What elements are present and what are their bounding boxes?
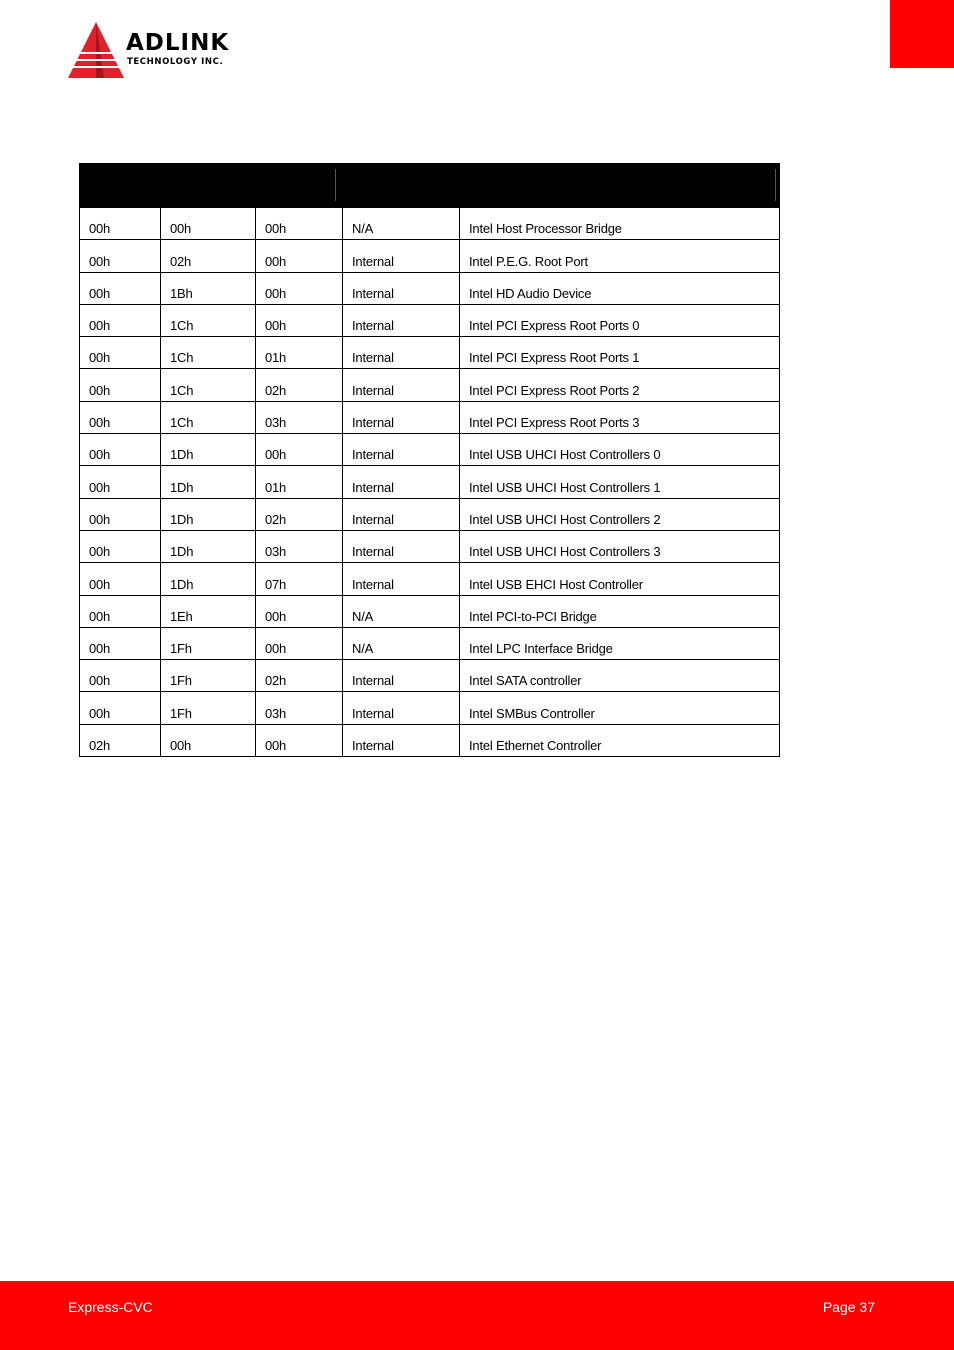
description-cell: Intel HD Audio Device (460, 272, 780, 304)
device-cell: 1Ch (161, 369, 256, 401)
description-cell: Intel PCI Express Root Ports 2 (460, 369, 780, 401)
description-cell: Intel PCI Express Root Ports 1 (460, 337, 780, 369)
bus-cell: 00h (80, 272, 161, 304)
table-row (80, 530, 780, 562)
bus-cell: 00h (80, 530, 161, 562)
table-row (80, 434, 780, 466)
routing-cell: Internal (343, 401, 460, 433)
table-row (80, 595, 780, 627)
function-cell: 00h (256, 208, 343, 240)
function-cell: 01h (256, 337, 343, 369)
device-cell: 1Ch (161, 337, 256, 369)
routing-cell: Internal (343, 272, 460, 304)
device-cell: 1Dh (161, 530, 256, 562)
bus-cell: 00h (80, 401, 161, 433)
footer-page-number: Page 37 (822, 1299, 875, 1315)
table-row (80, 498, 780, 530)
device-cell: 1Fh (161, 692, 256, 724)
routing-cell: Internal (343, 337, 460, 369)
routing-cell: N/A (343, 208, 460, 240)
routing-cell: N/A (343, 627, 460, 659)
description-cell: Intel USB UHCI Host Controllers 0 (460, 434, 780, 466)
bus-cell: 00h (80, 434, 161, 466)
device-cell: 1Dh (161, 466, 256, 498)
corner-tab (890, 0, 954, 68)
table-body (80, 208, 780, 757)
routing-cell: Internal (343, 304, 460, 336)
header-separator (775, 169, 776, 201)
routing-cell: Internal (343, 724, 460, 756)
function-cell: 00h (256, 627, 343, 659)
device-cell: 1Dh (161, 498, 256, 530)
function-cell: 07h (256, 563, 343, 595)
function-cell: 03h (256, 401, 343, 433)
footer-product-name: Express-CVC (68, 1299, 153, 1315)
device-cell: 1Ch (161, 401, 256, 433)
description-cell: Intel P.E.G. Root Port (460, 240, 780, 272)
function-cell: 00h (256, 595, 343, 627)
device-cell: 02h (161, 240, 256, 272)
header-separator (335, 169, 336, 201)
table-row (80, 401, 780, 433)
routing-cell: Internal (343, 466, 460, 498)
table-row (80, 466, 780, 498)
table-row (80, 627, 780, 659)
table-row (80, 563, 780, 595)
table-row (80, 660, 780, 692)
function-cell: 00h (256, 724, 343, 756)
function-cell: 02h (256, 369, 343, 401)
routing-cell: Internal (343, 660, 460, 692)
function-cell: 00h (256, 272, 343, 304)
table-row (80, 369, 780, 401)
adlink-triangle-icon (66, 20, 126, 82)
bus-cell: 00h (80, 660, 161, 692)
routing-cell: Internal (343, 563, 460, 595)
description-cell: Intel LPC Interface Bridge (460, 627, 780, 659)
function-cell: 03h (256, 530, 343, 562)
bus-cell: 00h (80, 627, 161, 659)
page-footer (0, 1281, 954, 1350)
description-cell: Intel PCI Express Root Ports 3 (460, 401, 780, 433)
table-row (80, 208, 780, 240)
device-cell: 1Ch (161, 304, 256, 336)
bus-cell: 00h (80, 208, 161, 240)
description-cell: Intel USB UHCI Host Controllers 3 (460, 530, 780, 562)
bus-cell: 00h (80, 369, 161, 401)
logo-wordmark: ADLINK (126, 30, 230, 56)
bus-cell: 00h (80, 692, 161, 724)
routing-cell: Internal (343, 530, 460, 562)
description-cell: Intel SMBus Controller (460, 692, 780, 724)
function-cell: 00h (256, 240, 343, 272)
function-cell: 00h (256, 304, 343, 336)
description-cell: Intel SATA controller (460, 660, 780, 692)
description-cell: Intel Ethernet Controller (460, 724, 780, 756)
device-cell: 1Dh (161, 563, 256, 595)
bus-cell: 00h (80, 498, 161, 530)
routing-cell: Internal (343, 369, 460, 401)
bus-cell: 00h (80, 240, 161, 272)
device-cell: 1Eh (161, 595, 256, 627)
routing-cell: Internal (343, 498, 460, 530)
description-cell: Intel USB EHCI Host Controller (460, 563, 780, 595)
table-header (79, 163, 780, 207)
description-cell: Intel Host Processor Bridge (460, 208, 780, 240)
bus-cell: 00h (80, 466, 161, 498)
adlink-logo (66, 20, 266, 82)
device-cell: 1Bh (161, 272, 256, 304)
description-cell: Intel USB UHCI Host Controllers 1 (460, 466, 780, 498)
description-cell: Intel PCI-to-PCI Bridge (460, 595, 780, 627)
description-cell: Intel USB UHCI Host Controllers 2 (460, 498, 780, 530)
routing-cell: N/A (343, 595, 460, 627)
table-row (80, 240, 780, 272)
device-cell: 1Fh (161, 660, 256, 692)
bus-cell: 00h (80, 304, 161, 336)
table-row (80, 724, 780, 756)
logo-tagline: TECHNOLOGY INC. (127, 57, 224, 67)
table-row (80, 692, 780, 724)
routing-cell: Internal (343, 692, 460, 724)
bus-cell: 00h (80, 337, 161, 369)
routing-cell: Internal (343, 240, 460, 272)
bus-cell: 00h (80, 595, 161, 627)
description-cell: Intel PCI Express Root Ports 0 (460, 304, 780, 336)
function-cell: 01h (256, 466, 343, 498)
bus-cell: 02h (80, 724, 161, 756)
table-row (80, 304, 780, 336)
pci-device-table (79, 163, 780, 757)
table-row (80, 272, 780, 304)
table-row (80, 337, 780, 369)
function-cell: 00h (256, 434, 343, 466)
function-cell: 03h (256, 692, 343, 724)
function-cell: 02h (256, 660, 343, 692)
device-cell: 1Dh (161, 434, 256, 466)
routing-cell: Internal (343, 434, 460, 466)
device-cell: 00h (161, 208, 256, 240)
bus-cell: 00h (80, 563, 161, 595)
device-cell: 1Fh (161, 627, 256, 659)
function-cell: 02h (256, 498, 343, 530)
device-cell: 00h (161, 724, 256, 756)
